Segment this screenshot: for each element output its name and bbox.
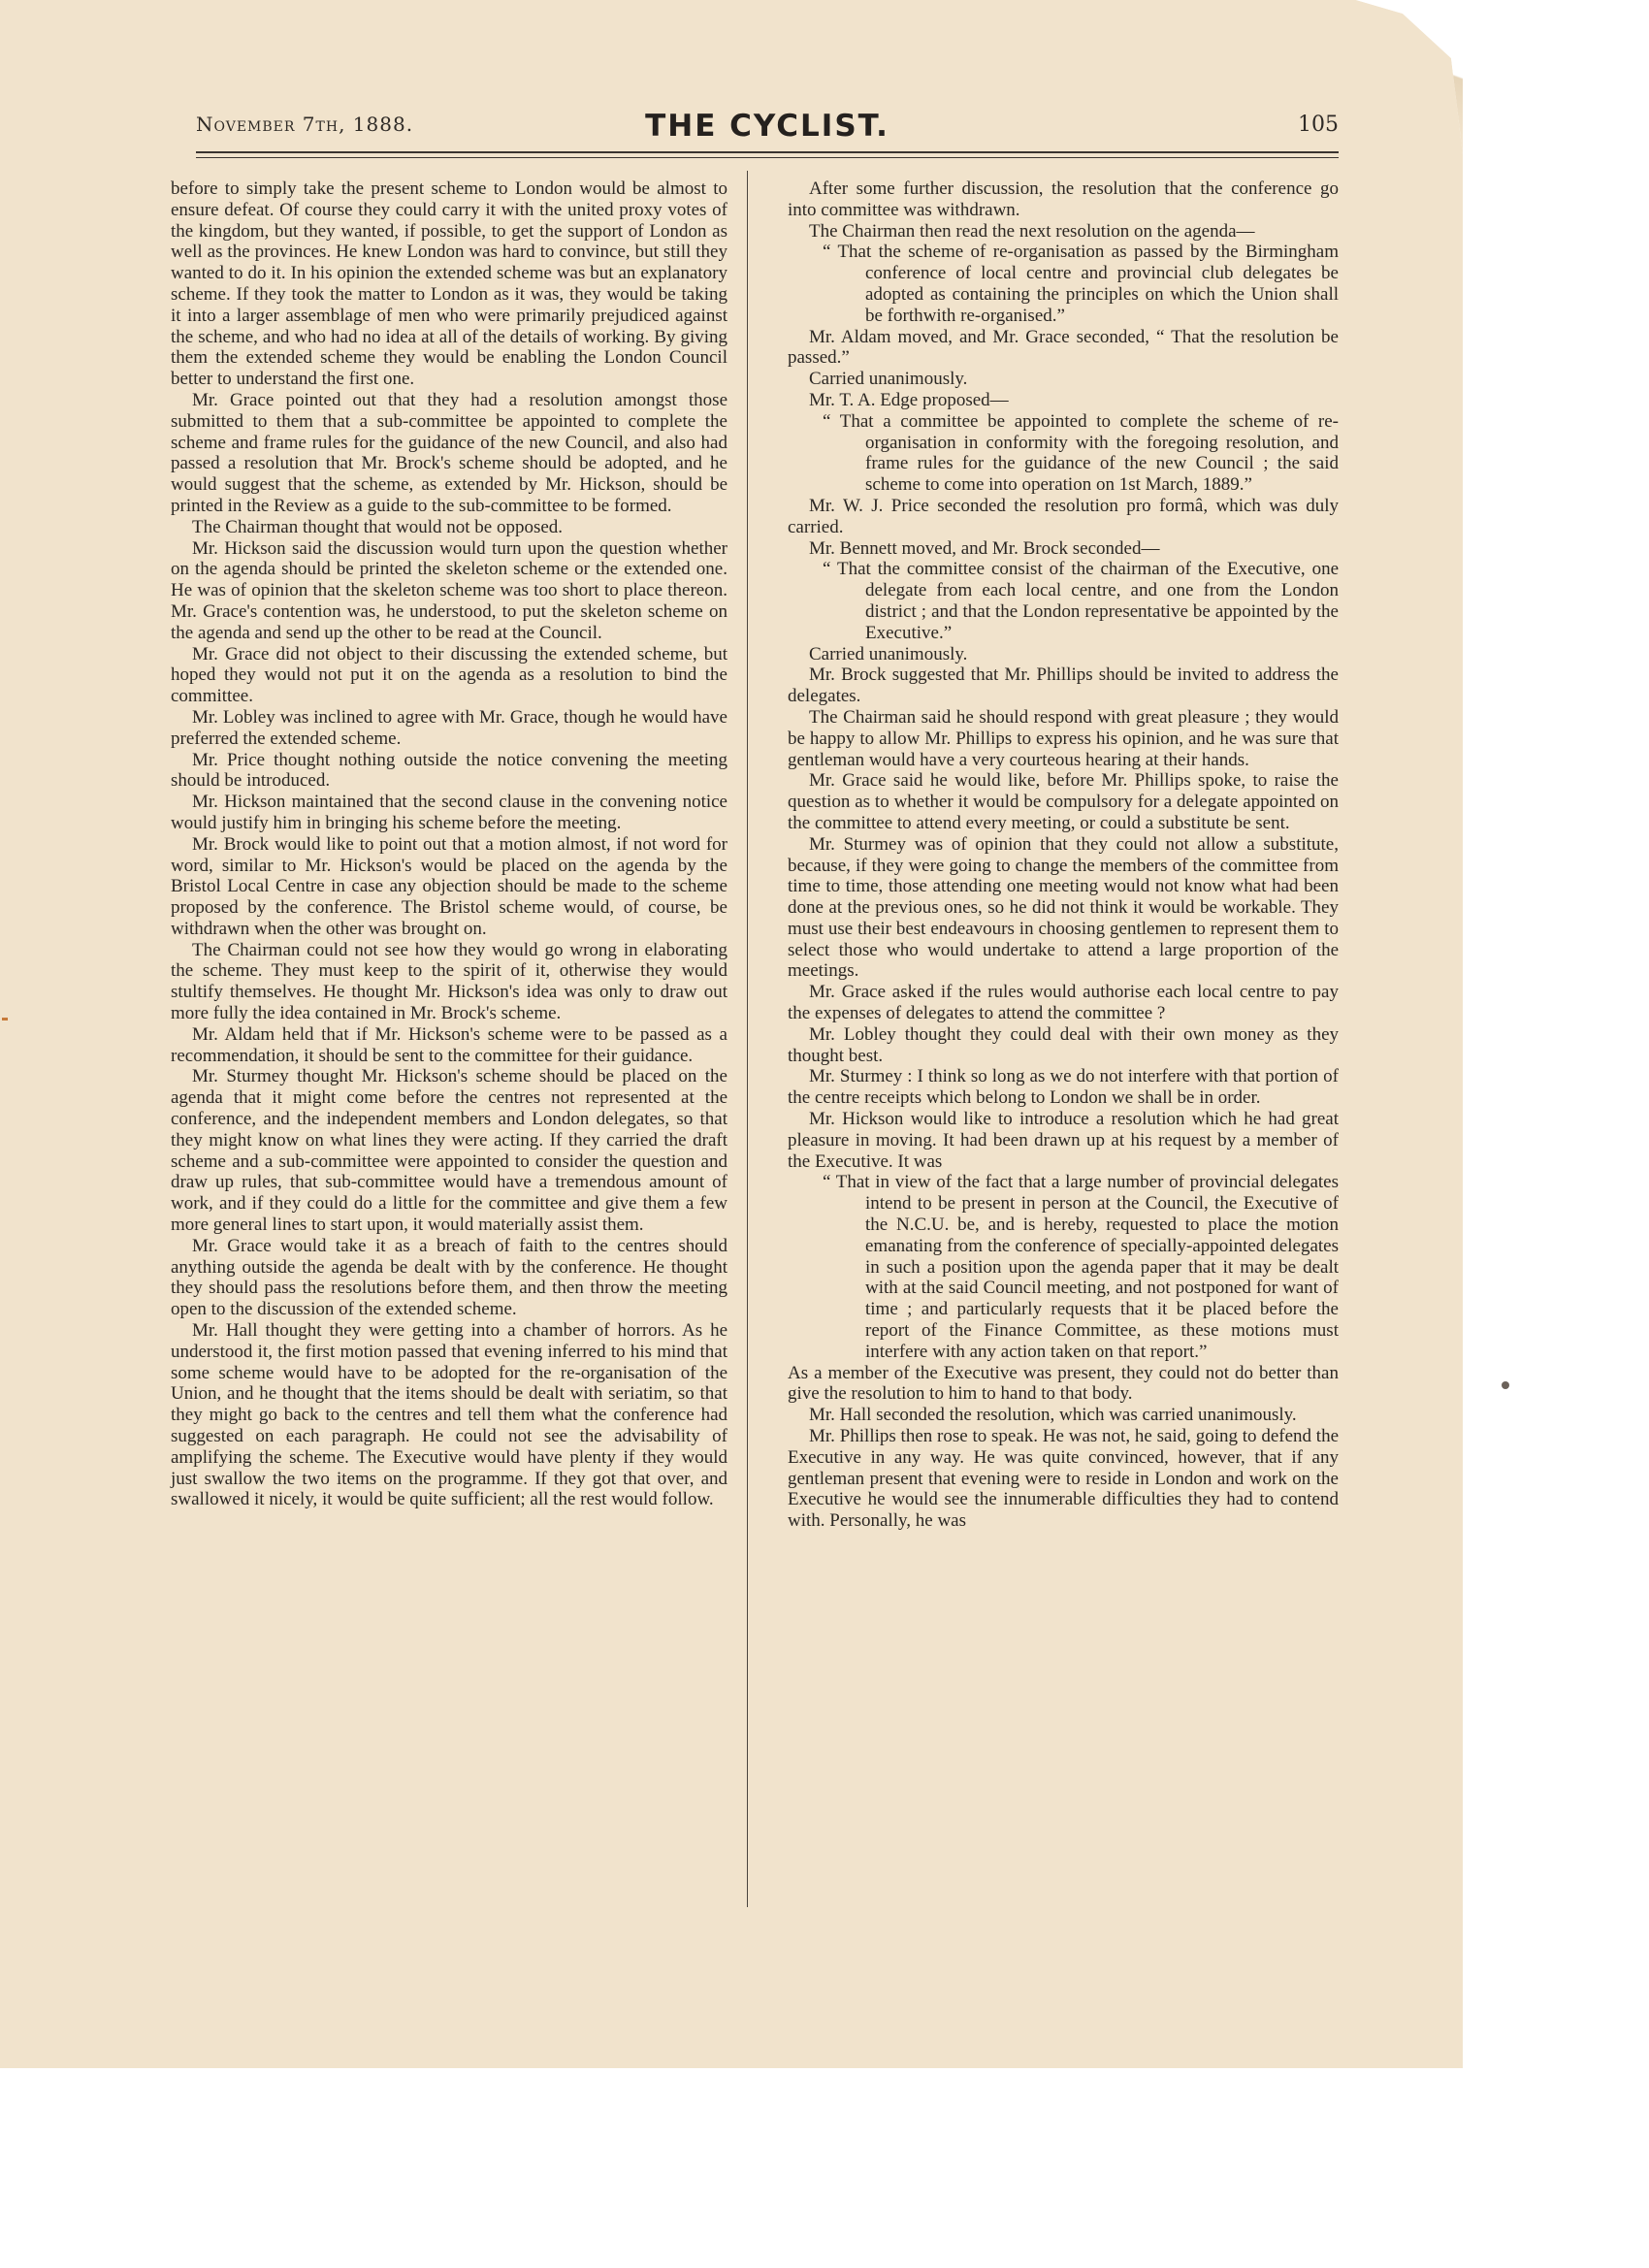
article-paragraph: Mr. Grace asked if the rules would authorise each local centre to pay the expenses of delegates to attend the committee ? [788,982,1339,1024]
article-paragraph: Mr. Sturmey thought Mr. Hickson's scheme should be placed on the agenda that it might come before the centres not represented at the conference, and the independent members and London delegates, so that they might know on what lines they were acting. If they carried the draft scheme and a sub-committee were appointed to consider the question and draw up rules, that sub-committee would have a tremendous amount of work, and if they could do a little for the committee and give them a few more general lines to start upon, it would materially assist them. [171,1066,728,1236]
article-paragraph: Mr. Lobley thought they could deal with their own money as they thought best. [788,1023,1339,1066]
article-paragraph: Mr. Grace pointed out that they had a resolution amongst those submitted to them that a sub-committee be appointed to complete the scheme and frame rules for the guidance of the new Council, and also had passed a resolution that Mr. Brock's scheme should be adopted, and he would suggest that the scheme, as extended by Mr. Hickson, should be printed in the Review as a guide to the sub-committee to be formed. [171,389,728,516]
page-header [196,109,1339,155]
article-paragraph: Mr. Hall seconded the resolution, which was carried unanimously. [809,1405,1297,1426]
article-paragraph: Mr. Bennett moved, and Mr. Brock seconded— [809,537,1160,559]
article-paragraph: Mr. Brock suggested that Mr. Phillips should be invited to address the delegates. [788,664,1339,707]
article-paragraph: The Chairman said he should respond with great pleasure ; they would be happy to allow Mr. Phillips to express his opinion, and he was sure that gentleman would have a very courteous hearing at their hands. [788,706,1339,770]
header-rule-thin [196,157,1339,158]
resolution-quote: “ That the scheme of re-organisation as passed by the Birmingham conference of local centre and provincial club delegates be adopted as containing the principles on which the Union shall be forthwith re-organised.” [823,242,1339,326]
article-paragraph: Mr. Sturmey : I think so long as we do not interfere with that portion of the centre receipts which belong to London we shall be in order. [788,1066,1339,1109]
right-column [788,178,1339,1532]
article-paragraph: Mr. Brock would like to point out that a motion almost, if not word for word, similar to Mr. Hickson's would be placed on the agenda by the Bristol Local Centre in case any objection should be made to the scheme proposed by the conference. The Bristol scheme would, of course, be withdrawn when the other was brought on. [171,833,728,939]
article-paragraph: Mr. Grace would take it as a breach of faith to the centres should anything outside the agenda be dealt with by the conference. He thought they should pass the resolutions before them, and then throw the meeting open to the discussion of the extended scheme. [171,1235,728,1320]
article-paragraph: Mr. Grace did not object to their discussing the extended scheme, but hoped they would not put it on the agenda as a resolution to bind the committee. [171,643,728,707]
article-paragraph: before to simply take the present scheme to London would be almost to ensure defeat. Of course they could carry it with the united proxy votes of the kingdom, but they wanted, if possible, to get the support of London as well as the provinces. He knew London was hard to convince, but still they wanted to do it. In his opinion the extended scheme was but an explanatory scheme. If they took the matter to London as it was, they would be taking it into a larger assemblage of men who were primarily prejudiced against the scheme, and who had no idea at all of the details of working. By giving them the extended scheme they would be enabling the London Council better to understand the first one. [171,178,728,390]
article-paragraph: After some further discussion, the resolution that the conference go into committee was withdrawn. [788,178,1339,220]
issue-date: November 7th, 1888. [196,113,414,136]
article-paragraph: Mr. Hickson said the discussion would turn upon the question whether on the agenda should be printed the skeleton scheme or the extended one. He was of opinion that the skeleton scheme was too short to place thereon. Mr. Grace's contention was, he understood, to put the skeleton scheme on the agenda and send up the other to be read at the Council. [171,537,728,643]
article-paragraph: Mr. Price thought nothing outside the notice convening the meeting should be introduced. [171,749,728,792]
article-paragraph: The Chairman then read the next resolution on the agenda— [809,220,1255,242]
column-divider [747,171,748,1907]
article-paragraph: Mr. T. A. Edge proposed— [809,389,1009,410]
article-paragraph: Mr. Aldam held that if Mr. Hickson's scheme were to be passed as a recommendation, it should be sent to the committee for their guidance. [171,1023,728,1066]
resolution-quote: “ That a committee be appointed to complete the scheme of re-organisation in conformity with the foregoing resolution, and frame rules for the guidance of the new Council ; the said scheme to come into operation on 1st March, 1889.” [823,410,1339,496]
edge-mark [2,1018,8,1021]
article-paragraph: Carried unanimously. [809,643,968,664]
article-paragraph: Mr. Aldam moved, and Mr. Grace seconded, “ That the resolution be passed.” [788,326,1339,369]
article-paragraph: As a member of the Executive was present, they could not do better than give the resolution to him to hand to that body. [788,1362,1339,1405]
header-rule [196,151,1339,153]
article-paragraph: The Chairman could not see how they would go wrong in elaborating the scheme. They must keep to the spirit of it, otherwise they would stultify themselves. He thought Mr. Hickson's idea was only to draw out more fully the idea contained in Mr. Brock's scheme. [171,939,728,1024]
publication-title: THE CYCLIST. [645,109,889,144]
article-paragraph: Carried unanimously. [809,369,968,390]
ink-spot [1502,1381,1509,1389]
resolution-quote: “ That in view of the fact that a large number of provincial delegates intend to be present in person at the Council, the Executive of the N.C.U. be, and is hereby, requested to place the motion emanating from the conference of specially-appointed delegates in such a position upon the agenda paper that it may be dealt with at the said Council meeting, and not postponed for want of time ; and particularly requests that it be placed before the report of the Finance Committee, as these motions must interfere with any action taken on that report.” [823,1172,1339,1362]
article-paragraph: Mr. W. J. Price seconded the resolution pro formâ, which was duly carried. [788,495,1339,537]
page-number: 105 [1298,113,1339,137]
article-paragraph: The Chairman thought that would not be opposed. [192,516,564,537]
article-paragraph: Mr. Sturmey was of opinion that they could not allow a substitute, because, if they were going to change the members of the committee from time to time, those attending one meeting would not know what had been done at the previous ones, so he did not think it would be workable. They must use their best endeavours in choosing gentlemen to represent them to select those who would undertake to attend a large proportion of the meetings. [788,833,1339,982]
article-paragraph: Mr. Phillips then rose to speak. He was not, he said, going to defend the Executive in any way. He was quite convinced, however, that if any gentleman present that evening were to reside in London and work on the Executive he would see the innumerable difficulties they had to contend with. Personally, he was [788,1426,1339,1532]
left-column [171,178,728,1510]
article-paragraph: Mr. Hickson maintained that the second clause in the convening notice would justify him in bringing his scheme before the meeting. [171,792,728,833]
article-paragraph: Mr. Lobley was inclined to agree with Mr. Grace, though he would have preferred the extended scheme. [171,706,728,749]
article-paragraph: Mr. Grace said he would like, before Mr. Phillips spoke, to raise the question as to whether it would be compulsory for a delegate appointed on the committee to attend every meeting, or could a substitute be sent. [788,770,1339,833]
resolution-quote: “ That the committee consist of the chairman of the Executive, one delegate from each local centre, and one from the London district ; and that the London representative be appointed by the Executive.” [823,559,1339,643]
article-paragraph: Mr. Hickson would like to introduce a resolution which he had great pleasure in moving. It had been drawn up at his request by a member of the Executive. It was [788,1109,1339,1172]
article-paragraph: Mr. Hall thought they were getting into a chamber of horrors. As he understood it, the first motion passed that evening inferred to his mind that some scheme would have to be adopted for the re-organisation of the Union, and he thought that the items should be dealt with seriatim, so that they might go back to the centres and tell them what the conference had suggested on each paragraph. He could not see the advisability of amplifying the scheme. The Executive would have plenty if they would just swallow the two items on the programme. If they got that over, and swallowed it nicely, it would be quite sufficient; all the rest would follow. [171,1320,728,1510]
